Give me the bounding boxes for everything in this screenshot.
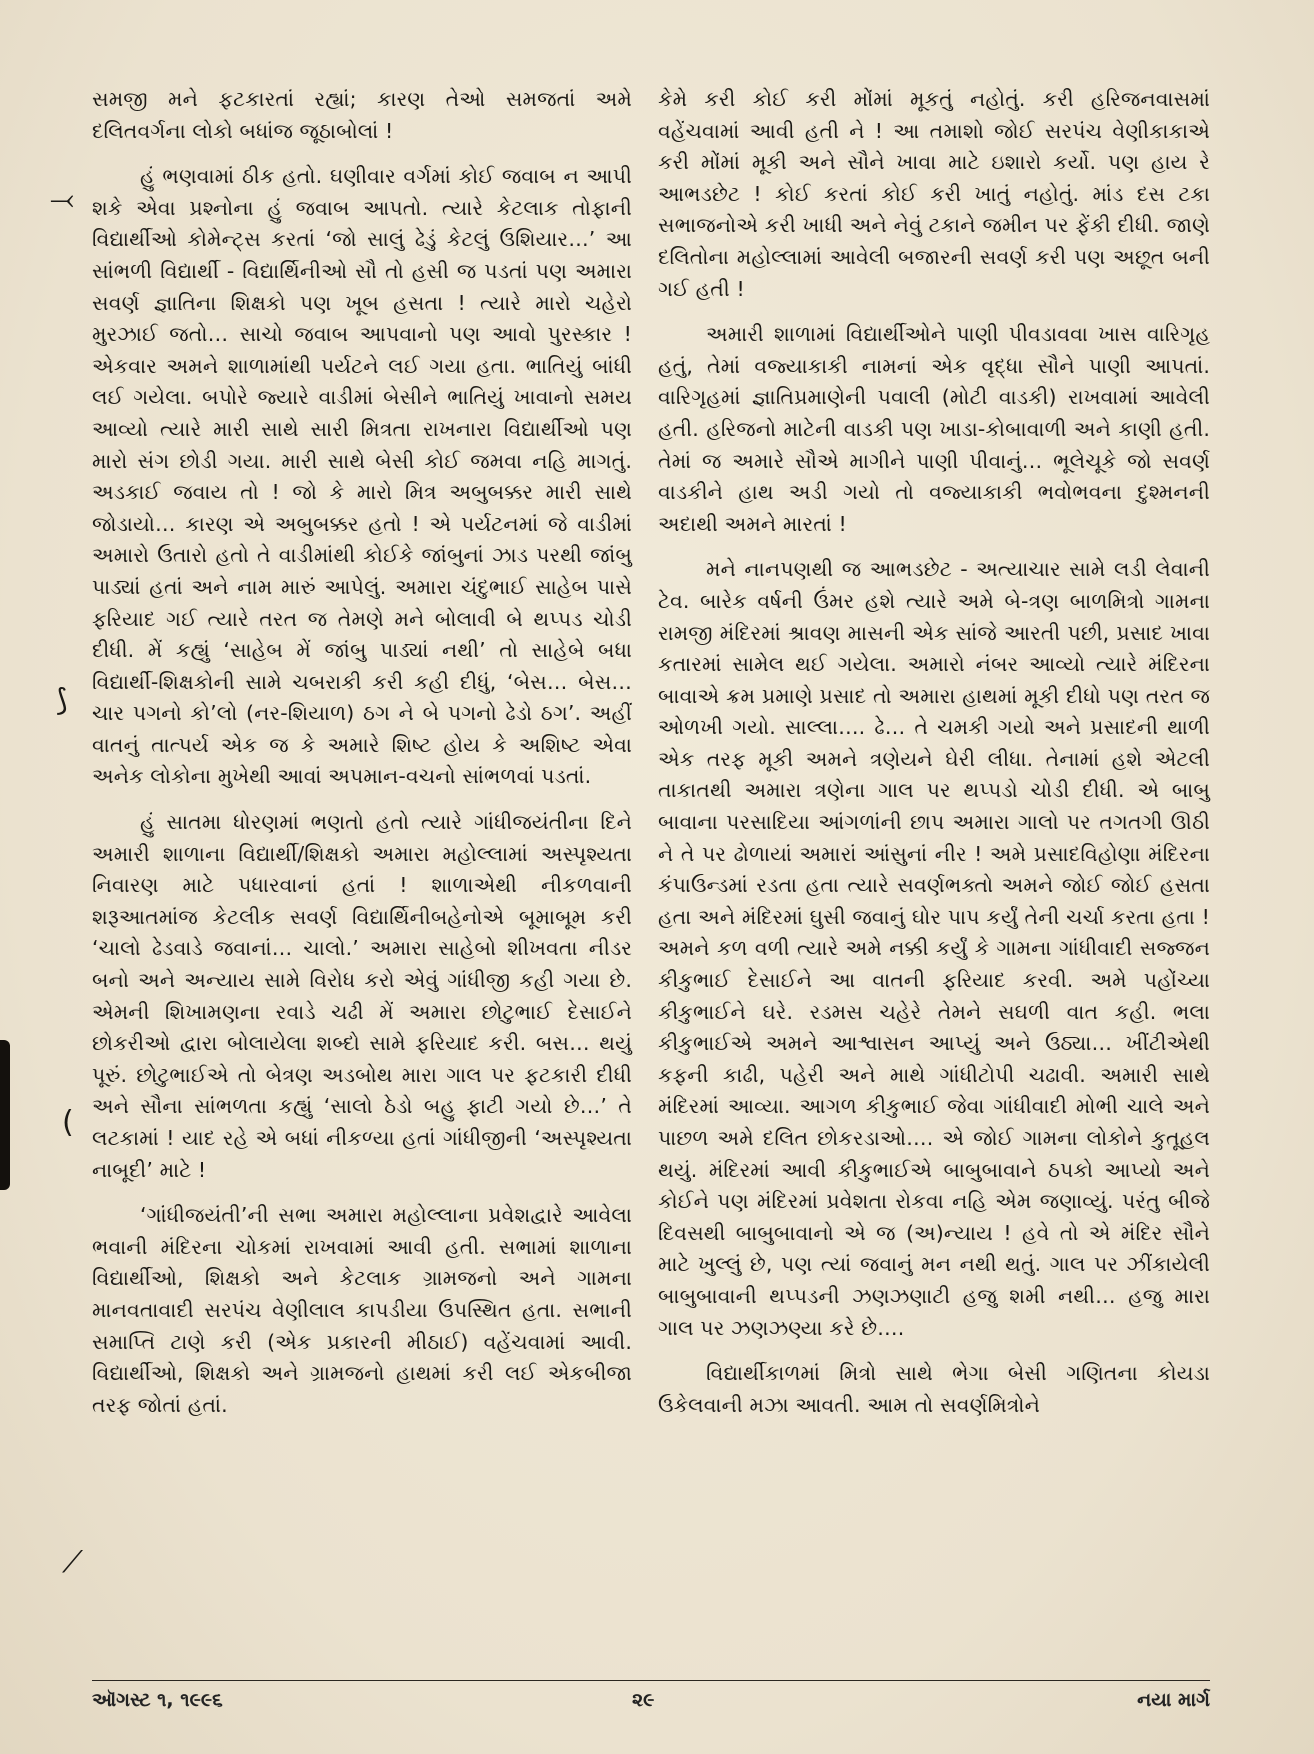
paragraph: હું ભણવામાં ઠીક હતો. ઘણીવાર વર્ગમાં કોઈ જવાબ ન આપી શકે એવા પ્રશ્નોના હું જવાબ આપતો. ત્યારે કેટલાક તોફાની વિદ્યાર્થીઓ કોમેન્ટ્સ કરતાં ‘જો સાલું ઢેડું કેટલું ઉશિયાર…’ આ સાંભળી વિદ્યાર્થી - વિદ્યાર્થિનીઓ સૌ તો હસી જ પડતાં પણ અમારા સવર્ણ જ્ઞાતિના શિક્ષકો પણ ખૂબ હસતા ! ત્યારે મારો ચહેરો મુરઝાઈ જતો… સાચો જવાબ આપવાનો પણ આવો પુરસ્કાર ! એકવાર અમને શાળામાંથી પર્યટને લઈ ગયા હતા. ભાતિયું બાંધી લઈ ગયેલા. બપોરે જ્યારે વાડીમાં બેસીને ભાતિયું ખાવાનો સમય આવ્યો ત્યારે મારી સાથે સારી મિત્રતા રાખનારા વિદ્યાર્થીઓ પણ મારો સંગ છોડી ગયા. મારી સાથે બેસી કોઈ જમવા નહિ માગતું. અડકાઈ જવાય તો ! જો કે મારો મિત્ર અબુબક્કર મારી સાથે જોડાયો… કારણ એ અબુબક્કર હતો ! એ પર્યટનમાં જે વાડીમાં અમારો ઉતારો હતો તે વાડીમાંથી કોઈકે જાંબુનાં ઝાડ પરથી જાંબુ પાડ્યાં હતાં અને નામ મારું આપેલું. અમારા ચંદુભાઈ સાહેબ પાસે ફરિયાદ ગઈ ત્યારે તરત જ તેમણે મને બોલાવી બે થપ્પડ ચોડી દીધી. મેં કહ્યું ‘સાહેબ મેં જાંબુ પાડ્યાં નથી’ તો સાહેબે બધા વિદ્યાર્થી-શિક્ષકોની સામે ચબરાકી કરી કહી દીધું, ‘બેસ… બેસ… ચાર પગનો કો’લો (નર-શિયાળ) ઠગ ને બે પગનો ઢેડો ઠગ’. અહીં વાતનું તાત્પર્ય એક જ કે અમારે શિષ્ટ હોય કે અશિષ્ટ એવા અનેક લોકોના મુખેથી આવાં અપમાન-વચનો સાંભળવાં પડતાં.: [92, 164, 632, 789]
paragraph: વિદ્યાર્થીકાળમાં મિત્રો સાથે ભેગા બેસી ગણિતના કોયડા ઉકેલવાની મઝા આવતી. આમ તો સવર્ણમિત્રોને: [658, 1361, 1210, 1417]
paragraph: હું સાતમા ધોરણમાં ભણતો હતો ત્યારે ગાંધીજયંતીના દિને અમારી શાળાના વિદ્યાર્થી/શિક્ષકો અમારા મહોલ્લામાં અસ્પૃશ્યતા નિવારણ માટે પધારવાનાં હતાં ! શાળાએથી નીકળવાની શરૂઆતમાંજ કેટલીક સવર્ણ વિદ્યાર્થિનીબહેનોએ બૂમાબૂમ કરી ‘ચાલો ઢેડવાડે જવાનાં… ચાલો.’ અમારા સાહેબો શીખવતા નીડર બનો અને અન્યાય સામે વિરોધ કરો એવું ગાંધીજી કહી ગયા છે. એમની શિખામણના રવાડે ચઢી મેં અમારા છોટુભાઈ દેસાઈને છોકરીઓ દ્વારા બોલાયેલા શબ્દો સામે ફરિયાદ કરી. બસ… થયું પૂરું. છોટુભાઈએ તો બેત્રણ અડબોથ મારા ગાલ પર ફટકારી દીધી અને સૌના સાંભળતા કહ્યું ‘સાલો ઠેડો બહુ ફાટી ગયો છે…’ તે લટકામાં ! યાદ રહે એ બધાં નીકળ્યા હતાં ગાંધીજીની ‘અસ્પૃશ્યતા નાબૂદી’ માટે !: [92, 810, 632, 1182]
paragraph: સમજી મને ફટકારતાં રહ્યાં; કારણ તેઓ સમજતાં અમે દલિતવર્ગના લોકો બધાંજ જૂઠાબોલાં !: [92, 87, 632, 143]
margin-pencil-mark: ⟆: [56, 683, 68, 718]
margin-pencil-mark: (: [62, 1105, 74, 1140]
paragraph: કેમે કરી કોઈ કરી મોંમાં મૂકતું નહોતું. કરી હરિજનવાસમાં વહેંચવામાં આવી હતી ને ! આ તમાશો જોઈ સરપંચ વેણીકાકાએ કરી મોંમાં મૂકી અને સૌને ખાવા માટે ઇશારો કર્યો. પણ હાય રે આભડછેટ ! કોઈ કરતાં કોઈ કરી ખાતું નહોતું. માંડ દસ ટકા સભાજનોએ કરી ખાધી અને નેવું ટકાને જમીન પર ફેંકી દીધી. જાણે દલિતોના મહોલ્લામાં આવેલી બજારની સવર્ણ કરી પણ અછૂત બની ગઈ હતી !: [658, 87, 1210, 301]
left-column: [92, 84, 632, 1421]
paragraph: ‘ગાંધીજયંતી’ની સભા અમારા મહોલ્લાના પ્રવેશદ્વારે આવેલા ભવાની મંદિરના ચોકમાં રાખવામાં આવી હતી. સભામાં શાળાના વિદ્યાર્થીઓ, શિક્ષકો અને કેટલાક ગ્રામજનો અને ગામના માનવતાવાદી સરપંચ વેણીલાલ કાપડીયા ઉપસ્થિત હતા. સભાની સમાપ્તિ ટાણે કરી (એક પ્રકારની મીઠાઈ) વહેંચવામાં આવી. વિદ્યાર્થીઓ, શિક્ષકો અને ગ્રામજનો હાથમાં કરી લઈ એકબીજા તરફ જોતાં હતાં.: [92, 1203, 632, 1417]
publication-name: નયા માર્ગ: [1137, 1689, 1210, 1711]
page-number: ૨૯: [632, 1689, 655, 1711]
paragraph: મને નાનપણથી જ આભડછેટ - અત્યાચાર સામે લડી લેવાની ટેવ. બારેક વર્ષની ઉંમર હશે ત્યારે અમે બે-ત્રણ બાળમિત્રો ગામના રામજી મંદિરમાં શ્રાવણ માસની એક સાંજે આરતી પછી, પ્રસાદ ખાવા કતારમાં સામેલ થઈ ગયેલા. અમારો નંબર આવ્યો ત્યારે મંદિરના બાવાએ ક્રમ પ્રમાણે પ્રસાદ તો અમારા હાથમાં મૂકી દીધો પણ તરત જ ઓળખી ગયો. સાલ્લા…. ઢે… તે ચમકી ગયો અને પ્રસાદની થાળી એક તરફ મૂકી અમને ત્રણેયને ઘેરી લીધા. તેનામાં હશે એટલી તાકાતથી અમારા ત્રણેના ગાલ પર થપ્પડો ચોડી દીધી. એ બાબુ બાવાના પરસાદિયા આંગળાંની છાપ અમારા ગાલો પર તગતગી ઊઠી ને તે પર ઢોળાયાં અમારાં આંસુનાં નીર ! અમે પ્રસાદવિહોણા મંદિરના કંપાઉન્ડમાં રડતા હતા ત્યારે સવર્ણભક્તો અમને જોઈ જોઈ હસતા હતા અને મંદિરમાં ઘુસી જવાનું ઘોર પાપ કર્યું તેની ચર્ચા કરતા હતા ! અમને કળ વળી ત્યારે અમે નક્કી કર્યું કે ગામના ગાંધીવાદી સજ્જન કીકુભાઈ દેસાઈને આ વાતની ફરિયાદ કરવી. અમે પહોંચ્યા કીકુભાઈને ઘરે. રડમસ ચહેરે તેમને સઘળી વાત કહી. ભલા કીકુભાઈએ અમને આશ્વાસન આપ્યું અને ઉઠ્યા… ખીંટીએથી કફની કાઢી, પહેરી અને માથે ગાંધીટોપી ચઢાવી. અમારી સાથે મંદિરમાં આવ્યા. આગળ કીકુભાઈ જેવા ગાંધીવાદી મોભી ચાલે અને પાછળ અમે દલિત છોકરડાઓ…. એ જોઈ ગામના લોકોને કુતૂહલ થયું. મંદિરમાં આવી કીકુભાઈએ બાબુબાવાને ઠપકો આપ્યો અને કોઈને પણ મંદિરમાં પ્રવેશતા રોકવા નહિ એમ જણાવ્યું. પરંતુ બીજે દિવસથી બાબુબાવાનો એ જ (અ)ન્યાય ! હવે તો એ મંદિર સૌને માટે ખુલ્લું છે, પણ ત્યાં જવાનું મન નથી થતું. ગાલ પર ઝીંકાયેલી બાબુબાવાની થપ્પડની ઝણઝણાટી હજુ શમી નથી… હજુ મારા ગાલ પર ઝણઝણ્યા કરે છે….: [658, 557, 1210, 1340]
right-column: [658, 84, 1210, 1421]
paragraph: અમારી શાળામાં વિદ્યાર્થીઓને પાણી પીવડાવવા ખાસ વારિગૃહ હતું, તેમાં વજ્યાકાકી નામનાં એક વૃદ્ધા સૌને પાણી આપતાં. વારિગૃહમાં જ્ઞાતિપ્રમાણેની પવાલી (મોટી વાડકી) રાખવામાં આવેલી હતી. હરિજનો માટેની વાડકી પણ ખાડા-કોબાવાળી અને કાણી હતી. તેમાં જ અમારે સૌએ માગીને પાણી પીવાનું… ભૂલેચૂકે જો સવર્ણ વાડકીને હાથ અડી ગયો તો વજ્યાકાકી ભવોભવના દુશ્મનની અદાથી અમને મારતાં !: [658, 322, 1210, 536]
page-footer: [92, 1680, 1210, 1721]
issue-date: ઑગસ્ટ ૧, ૧૯૯૬: [92, 1689, 223, 1711]
margin-pencil-mark: ⤙: [50, 182, 74, 217]
margin-pencil-mark: ⟋: [62, 1545, 83, 1580]
page-edge-shadow: [0, 1040, 10, 1190]
